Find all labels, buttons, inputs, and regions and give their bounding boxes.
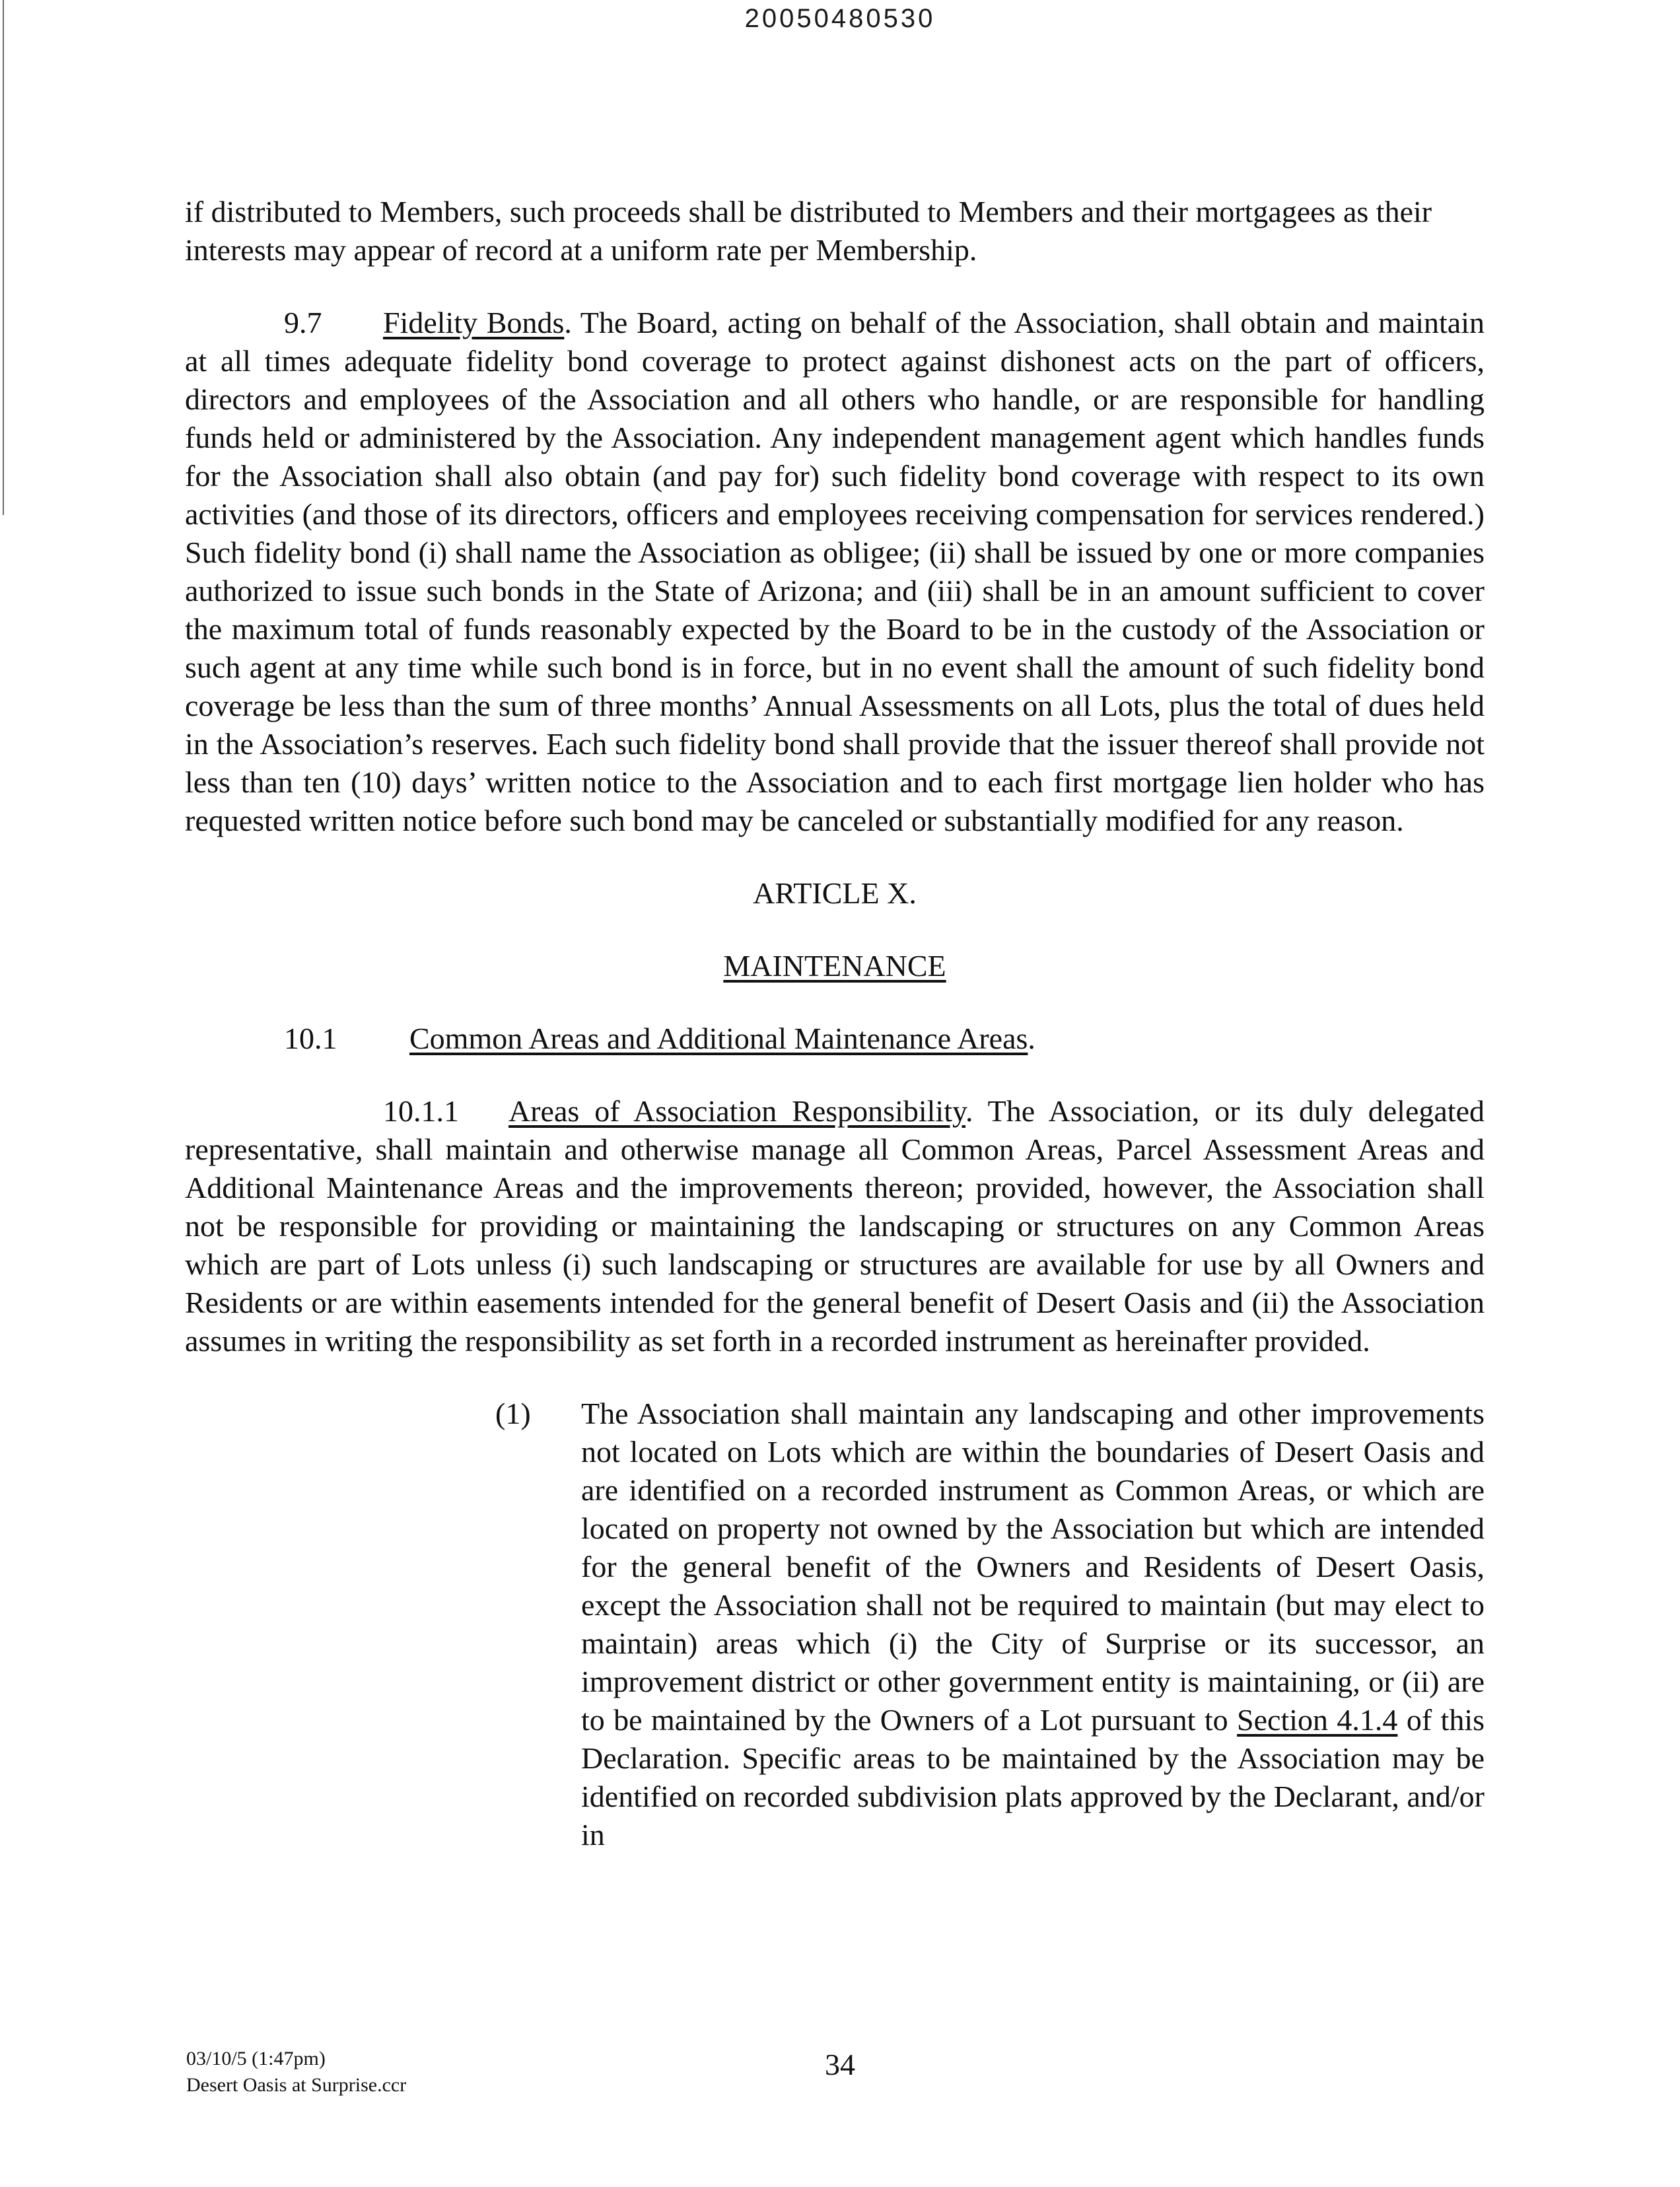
section-reference: Section 4.1.4 <box>1237 1703 1398 1737</box>
footer-date: 03/10/5 (1:47pm) <box>186 2048 326 2069</box>
section-heading: Fidelity Bonds <box>383 306 565 339</box>
section-number: 9.7 <box>284 306 322 339</box>
section-heading: Common Areas and Additional Maintenance Areas <box>409 1022 1028 1055</box>
article-subtitle-text: MAINTENANCE <box>723 949 946 983</box>
section-10-1-1-paragraph <box>185 1092 1485 1360</box>
section-number: 10.1 <box>284 1022 337 1055</box>
article-subtitle <box>185 947 1485 985</box>
footer-filename: Desert Oasis at Surprise.ccr <box>186 2074 407 2096</box>
section-9-7-paragraph <box>185 304 1485 840</box>
list-item-text-before: The Association shall maintain any landscaping and other improvements not located on Lots which are within the boundaries of Desert Oasis and are identified on a recorded instrument as Common Areas, or which are located on property not owned by the Association but which are intended for the general benefit of the Owners and Residents of Desert Oasis, except the Association shall not be required to maintain (but may elect to maintain) areas which (i) the City of Surprise or its successor, an improvement district or other government entity is maintaining, or (ii) are to be maintained by the Owners of a Lot pursuant to <box>581 1397 1485 1737</box>
section-text: . The Association, or its duly delegated representative, shall maintain and otherwise manage all Common Areas, Parcel Assessment Areas and Additional Maintenance Areas and the improvements thereon; provided, however, the Association shall not be responsible for providing or maintaining the landscaping or structures on any Common Areas which are part of Lots unless (i) such landscaping or structures are available for use by all Owners and Residents or are within easements intended for the general benefit of Desert Oasis and (ii) the Association assumes in writing the responsibility as set forth in a recorded instrument as hereinafter provided. <box>185 1094 1485 1358</box>
section-heading-period: . <box>1028 1022 1035 1055</box>
list-item-number: (1) <box>495 1397 531 1430</box>
list-item-1 <box>495 1395 1485 1854</box>
section-number: 10.1.1 <box>383 1094 459 1128</box>
list-item-text-after: of this Declaration. Specific areas to be maintained by the Association may be identified on recorded subdivision plats approved by the Declarant, and/or in <box>581 1703 1485 1852</box>
page-number: 34 <box>825 2048 855 2081</box>
section-heading: Areas of Association Responsibility <box>508 1094 965 1128</box>
section-10-1-heading <box>185 1020 1485 1058</box>
article-title: ARTICLE X. <box>753 876 917 910</box>
section-text: . The Board, acting on behalf of the Association, shall obtain and maintain at all times adequate fidelity bond coverage to protect against dishonest acts on the part of officers, directors and employees of the Association and all others who handle, or are responsible for handling funds held or administered by the Association. Any independent management agent which handles funds for the Association shall also obtain (and pay for) such fidelity bond coverage with respect to its own activities (and those of its directors, officers and employees receiving compensation for services rendered.) Such fidelity bond (i) shall name the Association as obligee; (ii) shall be issued by one or more companies authorized to issue such bonds in the State of Arizona; and (iii) shall be in an amount sufficient to cover the maximum total of funds reasonably expected by the Board to be in the custody of the Association or such agent at any time while such bond is in force, but in no event shall the amount of such fidelity bond coverage be less than the sum of three months’ Annual Assessments on all Lots, plus the total of dues held in the Association’s reserves. Each such fidelity bond shall provide that the issuer thereof shall provide not less than ten (10) days’ written notice to the Association and to each first mortgage lien holder who has requested written notice before such bond may be canceled or substantially modified for any reason. <box>185 306 1485 837</box>
page-content <box>185 193 1485 1854</box>
list-item-text <box>581 1395 1485 1854</box>
scan-edge-rule <box>3 0 4 515</box>
document-number: 20050480530 <box>744 4 936 33</box>
carryover-paragraph: if distributed to Members, such proceeds shall be distributed to Members and their mortgagees as their interests may appear of record at a uniform rate per Membership. <box>185 195 1432 267</box>
